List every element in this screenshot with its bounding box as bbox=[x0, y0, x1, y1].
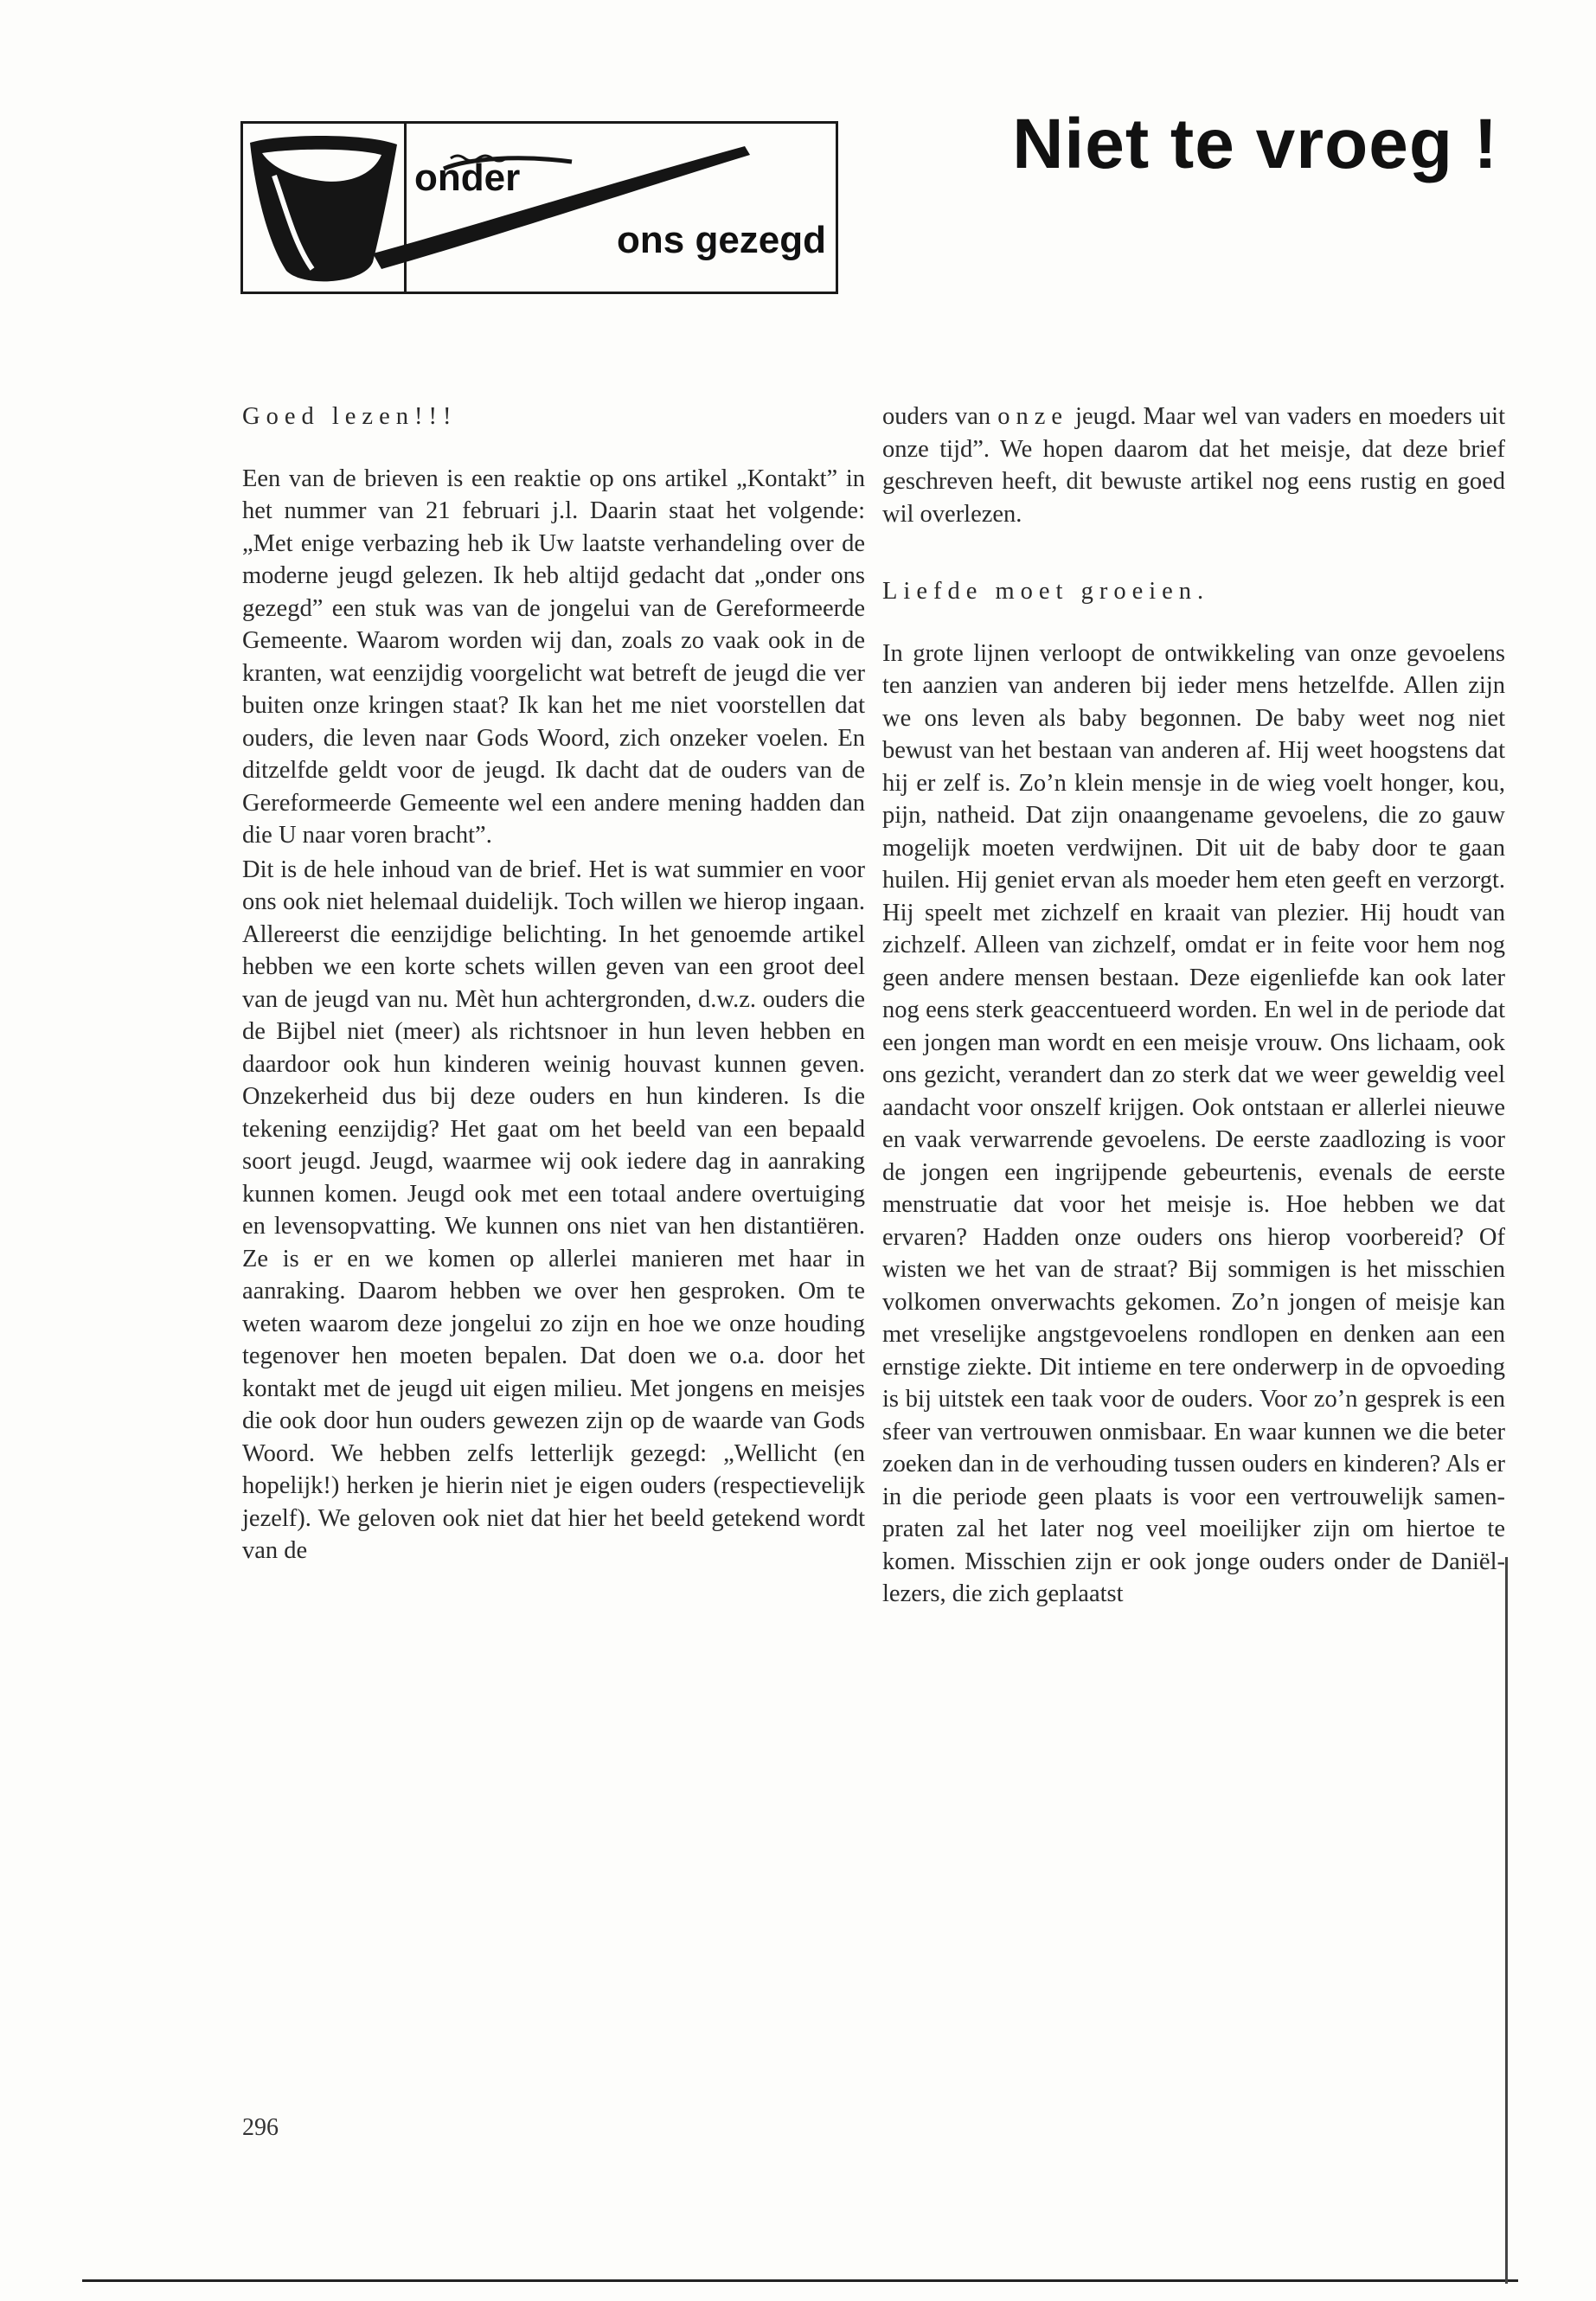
paragraph: Dit is de hele inhoud van de brief. Het is wat summier en voor ons ook niet helemaal duidelijk. Toch willen we hierop ingaan. Allereerst die eenzijdige belichting. In het genoemde artikel hebben we een korte schets willen geven van een groot deel van de jeugd van nu. Mèt hun achtergronden, d.w.z. ouders die de Bijbel niet (meer) als richtsnoer in hun leven hebben en daardoor ook hun kinderen weinig houvast kunnen geven. Onzekerheid dus bij deze ouders en hun kinderen. Is die tekening eenzijdig? Het gaat om het beeld van een bepaald soort jeugd. Jeugd, waarmee wij ook iedere dag in aanraking kunnen komen. Jeugd ook met een totaal andere overtuiging en levensopvatting. We kunnen ons niet van hen distantiëren. Ze is er en we komen op allerlei manieren met haar in aanraking. Daarom hebben we over hen gesproken. Om te weten waarom deze jongelui zo zijn en hoe we onze houding tegenover hen moeten bepalen. Dat doen we o.a. door het kontakt met de jeugd uit eigen milieu. Met jongens en meisjes die ook door hun ouders gewezen zijn op de waarde van Gods Woord. We hebben zelfs letterlijk gezegd: „Wellicht (en hopelijk!) herken je hierin niet je eigen ouders (respectievelijk jezelf). We geloven ook niet dat hier het beeld getekend wordt van de bbox=[242, 856, 865, 1564]
paragraph-rest: jeugd. Maar wel van vaders en moeders uit onze tijd”. We hopen daarom dat het meisje, dat deze brief geschreven heeft, dit bewuste artikel nog eens rustig en goed wil overlezen. bbox=[882, 403, 1505, 528]
paragraph: In grote lijnen verloopt de ontwikkeling van onze gevoelens ten aanzien van anderen bij ieder mens hetzelfde. Allen zijn we ons leven als baby begonnen. De baby weet nog niet bewust van het bestaan van anderen af. Hij weet hoogstens dat hij er zelf is. Zo’n klein mensje in de wieg voelt honger, kou, pijn, natheid. Dat zijn onaangename gevoelens, die zo gauw mogelijk moeten verdwijnen. Dit uit de baby door te gaan huilen. Hij geniet ervan als moeder hem eten geeft en verzorgt. Hij speelt met zichzelf en kraait van plezier. Hij houdt van zichzelf. Alleen van zichzelf, omdat er in feite voor hem nog geen andere mensen bestaan. Deze eigenliefde kan ook later nog eens sterk geaccentueerd worden. En wel in de periode dat een jongen man wordt en een meisje vrouw. Ons lichaam, ook ons gezicht, verandert dan zo sterk dat we weer geweldig veel aandacht voor onszelf krijgen. Ook ontstaan er allerlei nieuwe en vaak verwarrende gevoelens. De eerste zaadlozing is voor de jongen een ingrijpende gebeurtenis, evenals de eerste menstruatie dat voor het meisje is. Hoe hebben we dat ervaren? Hadden onze ouders ons hierop voorbereid? Of wisten we het van de straat? Bij sommigen is het misschien volkomen onverwachts gekomen. Zo’n jongen of meisje kan met vreselijke angstgevoelens rondlopen en denken aan een ernstige ziekte. Dit intieme en tere onderwerp in de opvoeding is bij uitstek een taak voor de ouders. Voor zo’n gesprek is een sfeer van vertrouwen onmisbaar. En waar kunnen we die beter zoeken dan in de verhouding tussen ouders en kinderen? Als er in die periode geen plaats is voor een vertrouwelijk samen-praten zal het later nog veel moeilijker zijn om hiertoe te komen. Misschien zijn er ook jonge ouders onder de Daniël-lezers, die zich geplaatst bbox=[882, 639, 1505, 1607]
page-title: Niet te vroeg ! bbox=[1012, 105, 1498, 183]
logo-text-onder: onder bbox=[414, 157, 521, 199]
page-number: 296 bbox=[242, 2114, 279, 2141]
column-logo bbox=[240, 121, 837, 294]
scan-edge-right bbox=[1505, 1557, 1508, 2284]
scan-edge-bottom bbox=[82, 2279, 1518, 2282]
logo-border-right bbox=[836, 121, 838, 294]
emphasized-word: onze bbox=[997, 403, 1068, 430]
paragraph-start: ouders van bbox=[882, 403, 991, 430]
paragraph: Een van de brieven is een reaktie op ons artikel „Kontakt” in het nummer van 21 februari j.l. Daarin staat het volgende: „Met enige verbazing heb ik Uw laatste verhandeling over de moderne jeugd gelezen. Ik heb altijd gedacht dat „onder ons gezegd” een stuk was van de jongelui van de Gereformeerde Gemeente. Waarom worden wij dan, zoals zo vaak ook in de kranten, wat eenzijdig voorgelicht wat betreft de jeugd die ver buiten onze kringen staat? Ik kan het me niet voorstellen dat ouders, die leven naar Gods Woord, zich onzeker voelen. En ditzelfde geldt voor de jeugd. Ik dacht dat de ouders van de Gereformeerde Gemeente wel een andere mening hadden dan die U naar voren bracht”. bbox=[242, 465, 865, 849]
left-column bbox=[242, 401, 865, 1567]
right-column bbox=[882, 401, 1505, 1611]
paragraph bbox=[882, 401, 1505, 530]
section-heading-goed-lezen: Goed lezen!!! bbox=[242, 403, 458, 430]
section-heading-liefde-moet-groeien: Liefde moet groeien. bbox=[882, 578, 1210, 605]
logo-text-ons-gezegd: ons gezegd bbox=[617, 219, 827, 261]
pipe-icon bbox=[243, 124, 840, 297]
